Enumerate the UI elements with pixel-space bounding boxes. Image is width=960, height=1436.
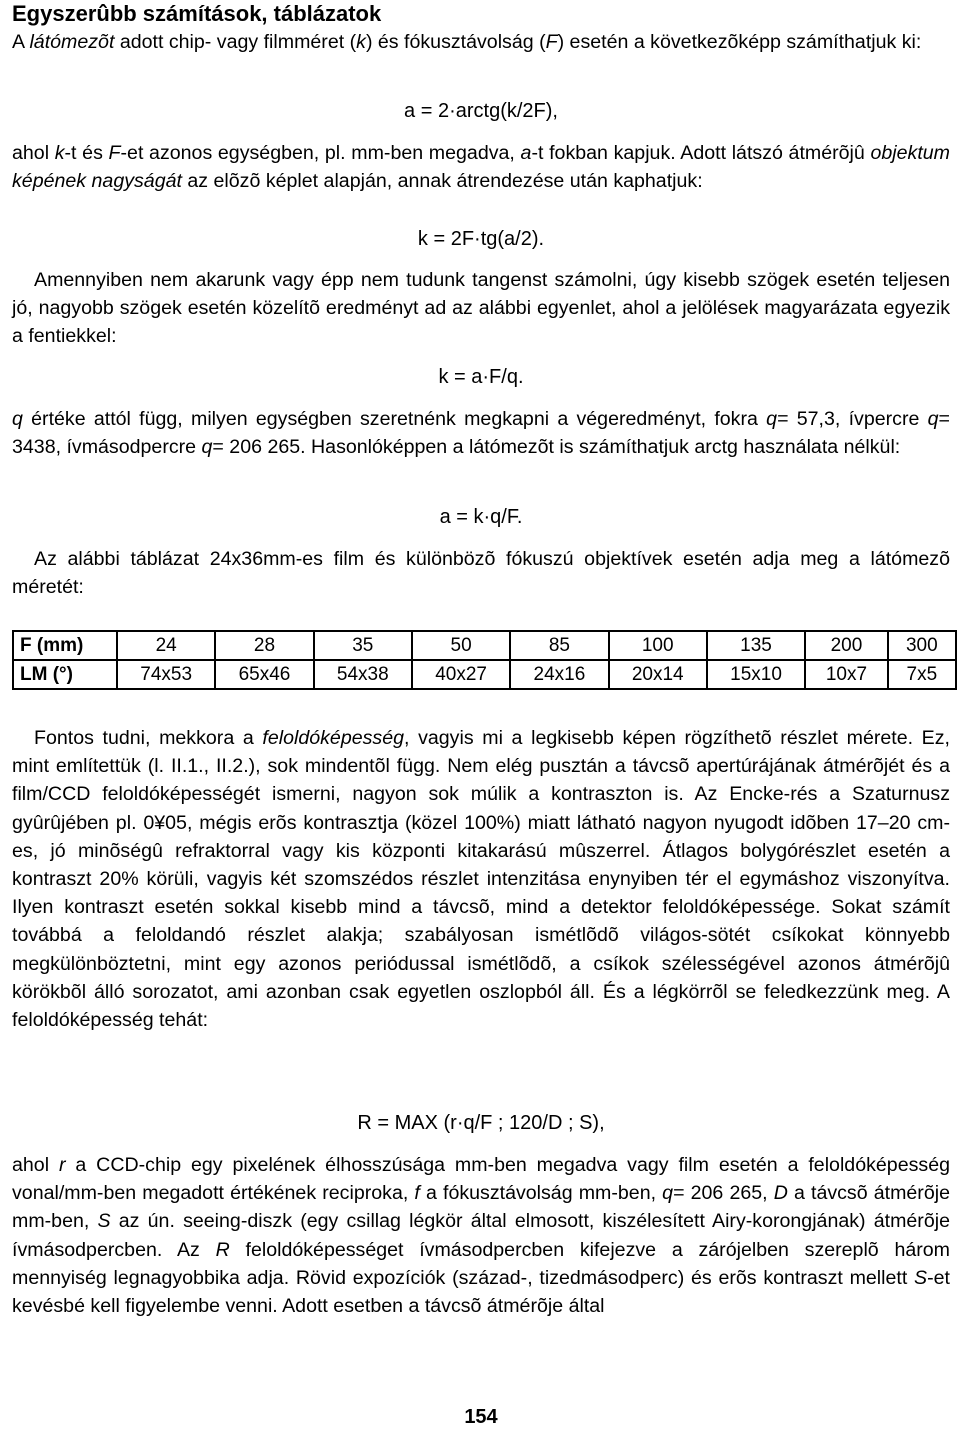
table-cell: 135 xyxy=(707,631,805,660)
italic-run: látómezõt xyxy=(29,31,115,53)
table-cell: 54x38 xyxy=(314,660,412,689)
paragraph-object-size xyxy=(12,139,950,195)
italic-run: k xyxy=(54,142,65,164)
text-run: ) esetén a következõképp számíthatjuk ki: xyxy=(557,31,922,53)
italic-run: S xyxy=(97,1210,111,1233)
italic-run: D xyxy=(773,1182,788,1205)
italic-run: q xyxy=(927,408,939,430)
table-cell: 7x5 xyxy=(888,660,956,689)
formula-fov-approx: a = k·q/F. xyxy=(439,506,523,528)
table-cell: 300 xyxy=(888,631,956,660)
table-cell: 85 xyxy=(510,631,608,660)
paragraph-resolution-symbols xyxy=(12,1151,950,1320)
paragraph-approximation: Amennyiben nem akarunk vagy épp nem tudunk tangenst számolni, úgy kisebb szögek esetén teljesen jó, nagyobb szögek esetén közelítõ eredményt ad az alábbi egyenlet, ahol a jelölések magyarázata egyezik a fentiekkel: xyxy=(12,269,950,348)
italic-run: F xyxy=(108,142,121,164)
text-run: Fontos tudni, mekkora a xyxy=(34,727,263,749)
intro-paragraph xyxy=(12,28,950,56)
italic-run: q xyxy=(12,408,23,430)
field-of-view-table xyxy=(12,630,957,690)
text-run: a CCD-chip egy pixelének élhosszúsága mm-ben megadva vagy film esetén a feloldóképesség vonal/mm-ben megadott értékének reciproka, xyxy=(12,1154,950,1205)
italic-run: S xyxy=(914,1266,928,1289)
table-cell: 40x27 xyxy=(412,660,510,689)
section-title: Egyszerûbb számítások, táblázatok xyxy=(12,1,382,26)
text-run: = 3438, ívmásodpercre xyxy=(12,408,950,459)
text-run: értéke attól függ, milyen egységben szeretnénk megkapni a végeredményt, fokra xyxy=(22,408,767,430)
table-cell: 28 xyxy=(215,631,313,660)
table-cell: 100 xyxy=(609,631,707,660)
text-run: az ún. seeing-diszk (egy csillag légkör által elmosott, kiszélesített Airy-korongjának) átmérõje ívmásodpercben. Az xyxy=(12,1210,950,1261)
italic-run: f xyxy=(414,1182,420,1205)
italic-run: feloldóképesség xyxy=(262,727,405,749)
text-run: a távcsõ átmérõje mm-ben, xyxy=(12,1182,950,1233)
text-run: ) és fókusztávolság ( xyxy=(365,31,546,53)
table-cell: 200 xyxy=(805,631,888,660)
text-run: ahol xyxy=(12,142,55,164)
table-cell: 50 xyxy=(412,631,510,660)
text-run: a fókusztávolság mm-ben, xyxy=(419,1182,663,1205)
paragraph-table-intro: Az alábbi táblázat 24x36mm-es film és különbözõ fókuszú objektívek esetén adja meg a látómezõ méretét: xyxy=(12,548,950,599)
table-cell: 65x46 xyxy=(215,660,313,689)
text-run: = 206 265. Hasonlóképpen a látómezõt is számíthatjuk arctg használata nélkül: xyxy=(212,436,901,459)
table-cell: 10x7 xyxy=(805,660,888,689)
table-cell: 24x16 xyxy=(510,660,608,689)
text-run: -t fokban kapjuk. Adott látszó átmérõjû xyxy=(531,142,871,164)
italic-run: q xyxy=(766,408,778,430)
paragraph-resolution xyxy=(12,724,950,1034)
paragraph-q-values xyxy=(12,405,950,461)
page-number: 154 xyxy=(464,1406,498,1428)
formula-field-of-view: a = 2·arctg(k/2F), xyxy=(404,100,558,122)
text-run: = 206 265, xyxy=(673,1182,774,1205)
text-run: az elõzõ képlet alapján, annak átrendezése után kaphatjuk: xyxy=(181,170,703,193)
table-cell: 24 xyxy=(117,631,215,660)
italic-run: q xyxy=(662,1182,674,1205)
text-run: A xyxy=(12,31,30,53)
text-run: = 57,3, ívpercre xyxy=(777,408,928,430)
formula-approx: k = a·F/q. xyxy=(438,366,524,388)
text-run: , vagyis mi a legkisebb képen rögzíthetõ részlet mérete. Ez, mint említettük (l. II.1., II.2.), sok mindentõl függ. Nem elég pusztán a távcsõ apertúrájának átmérõjét és a film/CCD feloldóképességét ismerni, nagyon sok múlik a kontraszton is. Az Encke-rés a Szaturnusz gyûrûjében pl. 0¥05, mégis erõs kontrasztja (közel 100%) miatt látható nagyon nyugodt idõben 17–20 cm-es, jó minõségû refraktorral vagy kis központi kitakarású mûszerrel. Átlagos bolygórészlet esetén a kontraszt 20% körüli, vagyis két szomszédos részlet intenzitása enynyiben tér el egymáshoz viszonyítva. Ilyen kontraszt esetén sokkal kisebb mind a távcsõ, mind a detektor feloldóképessége. Sokat számít továbbá a feloldandó részlet alakja; szabályosan ismétlõdõ világos-sötét csíkokat könnyebb megkülönböztetni, mint egy azonos periódussal ismétlõdõ, a csíkok szélességével azonos átmérõjû körökbõl álló sorozatot, ami azonban csak egyetlen oszlopból áll. És a légkörrõl se feledkezzünk meg. A feloldóképesség tehát: xyxy=(12,727,950,1032)
text-run: -et kevésbé kell figyelembe venni. Adott esetben a távcsõ átmérõje által xyxy=(12,1266,950,1318)
formula-resolution: R = MAX (r·q/F ; 120/D ; S), xyxy=(357,1112,605,1134)
text-run: -t és xyxy=(64,142,109,164)
formula-image-size: k = 2F·tg(a/2). xyxy=(417,228,545,250)
italic-run: R xyxy=(215,1238,230,1261)
table-row-focal-length xyxy=(13,631,956,660)
table-cell: 15x10 xyxy=(707,660,805,689)
table-cell: 74x53 xyxy=(117,660,215,689)
italic-run: F xyxy=(545,31,558,53)
table-row-field-of-view xyxy=(13,660,956,689)
text-run: -et azonos egységben, pl. mm-ben megadva, xyxy=(120,142,521,164)
row-header: F (mm) xyxy=(13,631,117,660)
row-header: LM (°) xyxy=(13,660,117,689)
italic-run: k xyxy=(356,31,366,53)
table-cell: 35 xyxy=(314,631,412,660)
italic-run: q xyxy=(201,436,213,459)
italic-run: a xyxy=(520,142,532,164)
text-run: feloldóképességet ívmásodpercben kifejezve a zárójelben szereplõ három mennyiség legnagyobbika adja. Rövid expozíciók (század-, tizedmásodperc) és erõs kontraszt mellett xyxy=(12,1238,950,1289)
text-run: ahol xyxy=(12,1154,59,1176)
table-cell: 20x14 xyxy=(609,660,707,689)
italic-run: r xyxy=(58,1154,66,1176)
italic-run: objektum képének nagyságát xyxy=(12,142,950,193)
text-run: adott chip- vagy filmméret ( xyxy=(114,31,357,53)
